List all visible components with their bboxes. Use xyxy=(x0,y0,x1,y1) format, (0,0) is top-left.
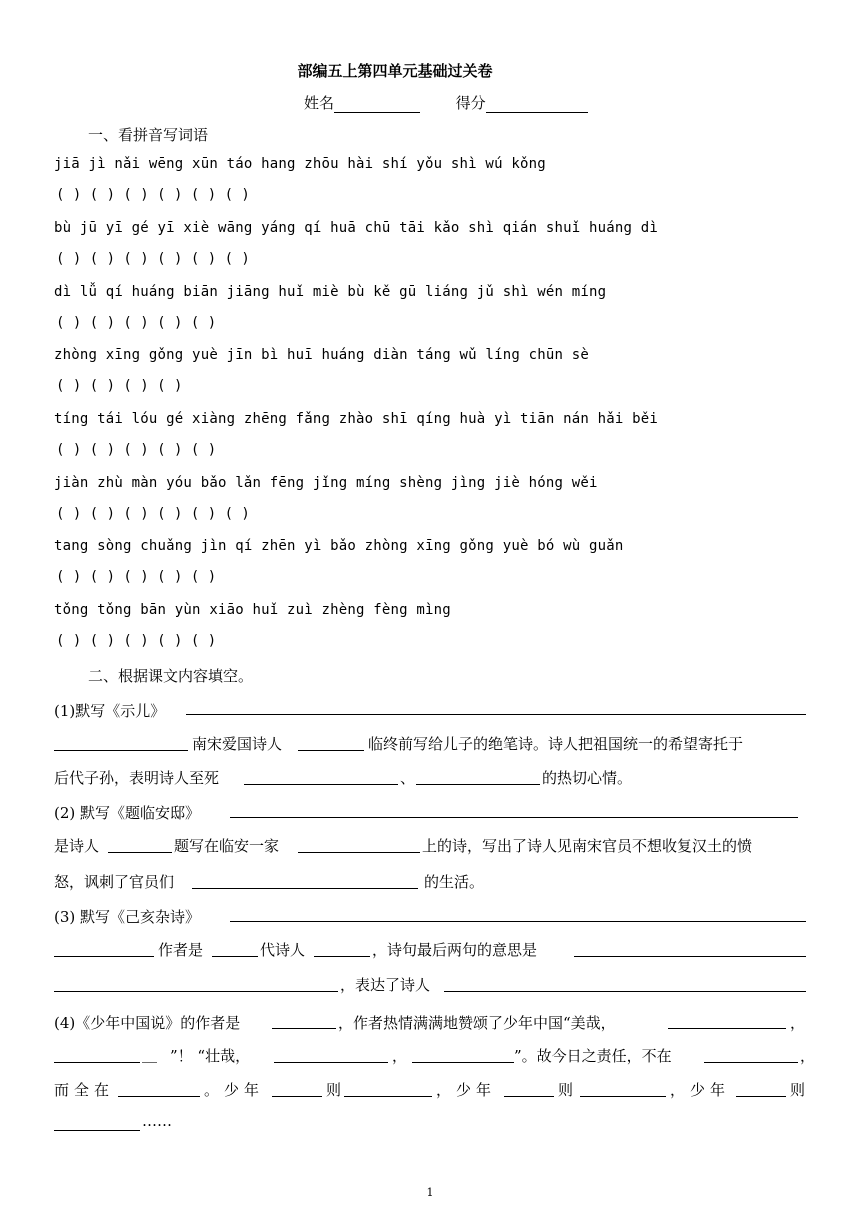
pinyin-row: bù jū yī gé yī xiè wāng yáng qí huā chū tāi kǎo shì qián shuǐ huáng dì xyxy=(54,220,659,236)
page-number: 1 xyxy=(426,1186,434,1199)
q2-blank-author[interactable] xyxy=(108,852,172,853)
q2-answer-line[interactable] xyxy=(230,817,798,818)
answer-paren-row[interactable]: ( ) ( ) ( ) ( ) ( ) ( ) xyxy=(56,506,250,522)
q3-prompt: (3) 默写《己亥杂诗》 xyxy=(54,908,201,926)
q4-text: ， xyxy=(800,1047,816,1065)
q2-text: 上的诗，写出了诗人见南宋官员不想收复汉土的愤 xyxy=(422,837,753,855)
name-score-row xyxy=(304,92,588,113)
q4-blank[interactable] xyxy=(272,1096,322,1097)
q2-blank[interactable] xyxy=(192,888,418,889)
section1-heading: 一、看拼音写词语 xyxy=(88,126,209,144)
q4-blank[interactable] xyxy=(704,1062,798,1063)
q2-blank[interactable] xyxy=(298,852,420,853)
q3-blank-author[interactable] xyxy=(314,956,370,957)
pinyin-row: tíng tái lóu gé xiàng zhēng fǎng zhào shī qíng huà yì tiān nán hǎi běi xyxy=(54,411,659,427)
q2-text: 题写在临安一家 xyxy=(174,837,280,855)
q4-text: 则 xyxy=(790,1081,806,1099)
q3-answer-line[interactable] xyxy=(230,921,806,922)
q1-blank[interactable] xyxy=(244,784,398,785)
q4-text: ， xyxy=(790,1014,806,1032)
q4-ellipsis: …… xyxy=(142,1112,172,1130)
q4-blank[interactable] xyxy=(668,1028,786,1029)
q4-text: 则 xyxy=(558,1081,574,1099)
q4-blank[interactable] xyxy=(580,1096,666,1097)
q2-text: 怒，讽刺了官员们 xyxy=(54,873,175,891)
q4-text: 。少年 xyxy=(204,1081,265,1099)
q3-text: ，表达了诗人 xyxy=(340,976,431,994)
page-title: 部编五上第四单元基础过关卷 xyxy=(297,62,493,80)
answer-paren-row[interactable]: ( ) ( ) ( ) ( ) ( ) xyxy=(56,442,217,458)
score-label: 得分 xyxy=(455,94,486,112)
q1-blank[interactable] xyxy=(416,784,540,785)
q4-text: __ xyxy=(142,1045,157,1063)
q1-answer-line[interactable] xyxy=(186,714,806,715)
name-blank[interactable] xyxy=(334,96,420,113)
q4-text: ， xyxy=(392,1047,408,1065)
q4-text: ”！ “壮哉， xyxy=(170,1047,251,1065)
q4-blank[interactable] xyxy=(344,1096,432,1097)
q4-blank[interactable] xyxy=(504,1096,554,1097)
answer-paren-row[interactable]: ( ) ( ) ( ) ( ) xyxy=(56,378,183,394)
pinyin-row: zhòng xīng gǒng yuè jīn bì huī huáng diàn táng wǔ líng chūn sè xyxy=(54,347,589,363)
q4-blank[interactable] xyxy=(54,1130,140,1131)
answer-paren-row[interactable]: ( ) ( ) ( ) ( ) ( ) xyxy=(56,633,217,649)
q4-text: ”。故今日之责任，不在 xyxy=(514,1047,672,1065)
q3-blank-feeling[interactable] xyxy=(444,991,806,992)
q1-blank-line[interactable] xyxy=(54,750,188,751)
q4-text: 则 xyxy=(326,1081,342,1099)
q3-blank-meaning[interactable] xyxy=(574,956,806,957)
q3-text: 代诗人 xyxy=(260,941,306,959)
section2-heading: 二、根据课文内容填空。 xyxy=(88,667,254,685)
q4-blank[interactable] xyxy=(412,1062,514,1063)
q1-text: 临终前写给儿子的绝笔诗。诗人把祖国统一的希望寄托于 xyxy=(368,735,744,753)
q1-text: 南宋爱国诗人 xyxy=(192,735,283,753)
q2-text: 是诗人 xyxy=(54,837,100,855)
pinyin-row: tang sòng chuǎng jìn qí zhēn yì bǎo zhòng xīng gǒng yuè bó wù guǎn xyxy=(54,538,624,554)
q3-blank-meaning-cont[interactable] xyxy=(54,991,338,992)
q2-prompt: (2) 默写《题临安邸》 xyxy=(54,804,201,822)
q4-text: ，少年 xyxy=(436,1081,497,1099)
pinyin-row: jiā jì nǎi wēng xūn táo hang zhōu hài shí yǒu shì wú kǒng xyxy=(54,156,546,172)
q4-text: ，作者热情满满地赞颂了少年中国“美哉， xyxy=(338,1014,616,1032)
answer-paren-row[interactable]: ( ) ( ) ( ) ( ) ( ) xyxy=(56,569,217,585)
name-label: 姓名 xyxy=(304,94,335,112)
q4-blank-author[interactable] xyxy=(272,1028,336,1029)
q4-blank[interactable] xyxy=(274,1062,388,1063)
pinyin-row: tǒng tǒng bān yùn xiāo huǐ zuì zhèng fèng mìng xyxy=(54,602,451,618)
q4-text: ，少年 xyxy=(670,1081,731,1099)
q3-text: ，诗句最后两句的意思是 xyxy=(372,941,538,959)
q2-text: 的生活。 xyxy=(424,873,485,891)
score-blank[interactable] xyxy=(486,96,588,113)
q1-text: 、 xyxy=(400,769,416,787)
answer-paren-row[interactable]: ( ) ( ) ( ) ( ) ( ) ( ) xyxy=(56,251,250,267)
q3-text: 作者是 xyxy=(158,941,204,959)
pinyin-row: dì lǚ qí huáng biān jiāng huǐ miè bù kě gū liáng jǔ shì wén míng xyxy=(54,284,607,300)
answer-paren-row[interactable]: ( ) ( ) ( ) ( ) ( ) ( ) xyxy=(56,187,250,203)
q3-blank-line[interactable] xyxy=(54,956,154,957)
q1-prompt: (1)默写《示儿》 xyxy=(54,702,166,720)
q4-blank[interactable] xyxy=(736,1096,786,1097)
q3-blank-dynasty[interactable] xyxy=(212,956,258,957)
q1-blank-author[interactable] xyxy=(298,750,364,751)
q4-text: (4)《少年中国说》的作者是 xyxy=(54,1014,241,1032)
q4-blank[interactable] xyxy=(118,1096,200,1097)
answer-paren-row[interactable]: ( ) ( ) ( ) ( ) ( ) xyxy=(56,315,217,331)
q4-blank[interactable] xyxy=(54,1062,140,1063)
q1-text: 的热切心情。 xyxy=(542,769,633,787)
q1-text: 后代子孙，表明诗人至死 xyxy=(54,769,220,787)
q4-text: 而全在 xyxy=(54,1081,115,1099)
pinyin-row: jiàn zhù màn yóu bǎo lǎn fēng jǐng míng shèng jìng jiè hóng wěi xyxy=(54,475,598,491)
